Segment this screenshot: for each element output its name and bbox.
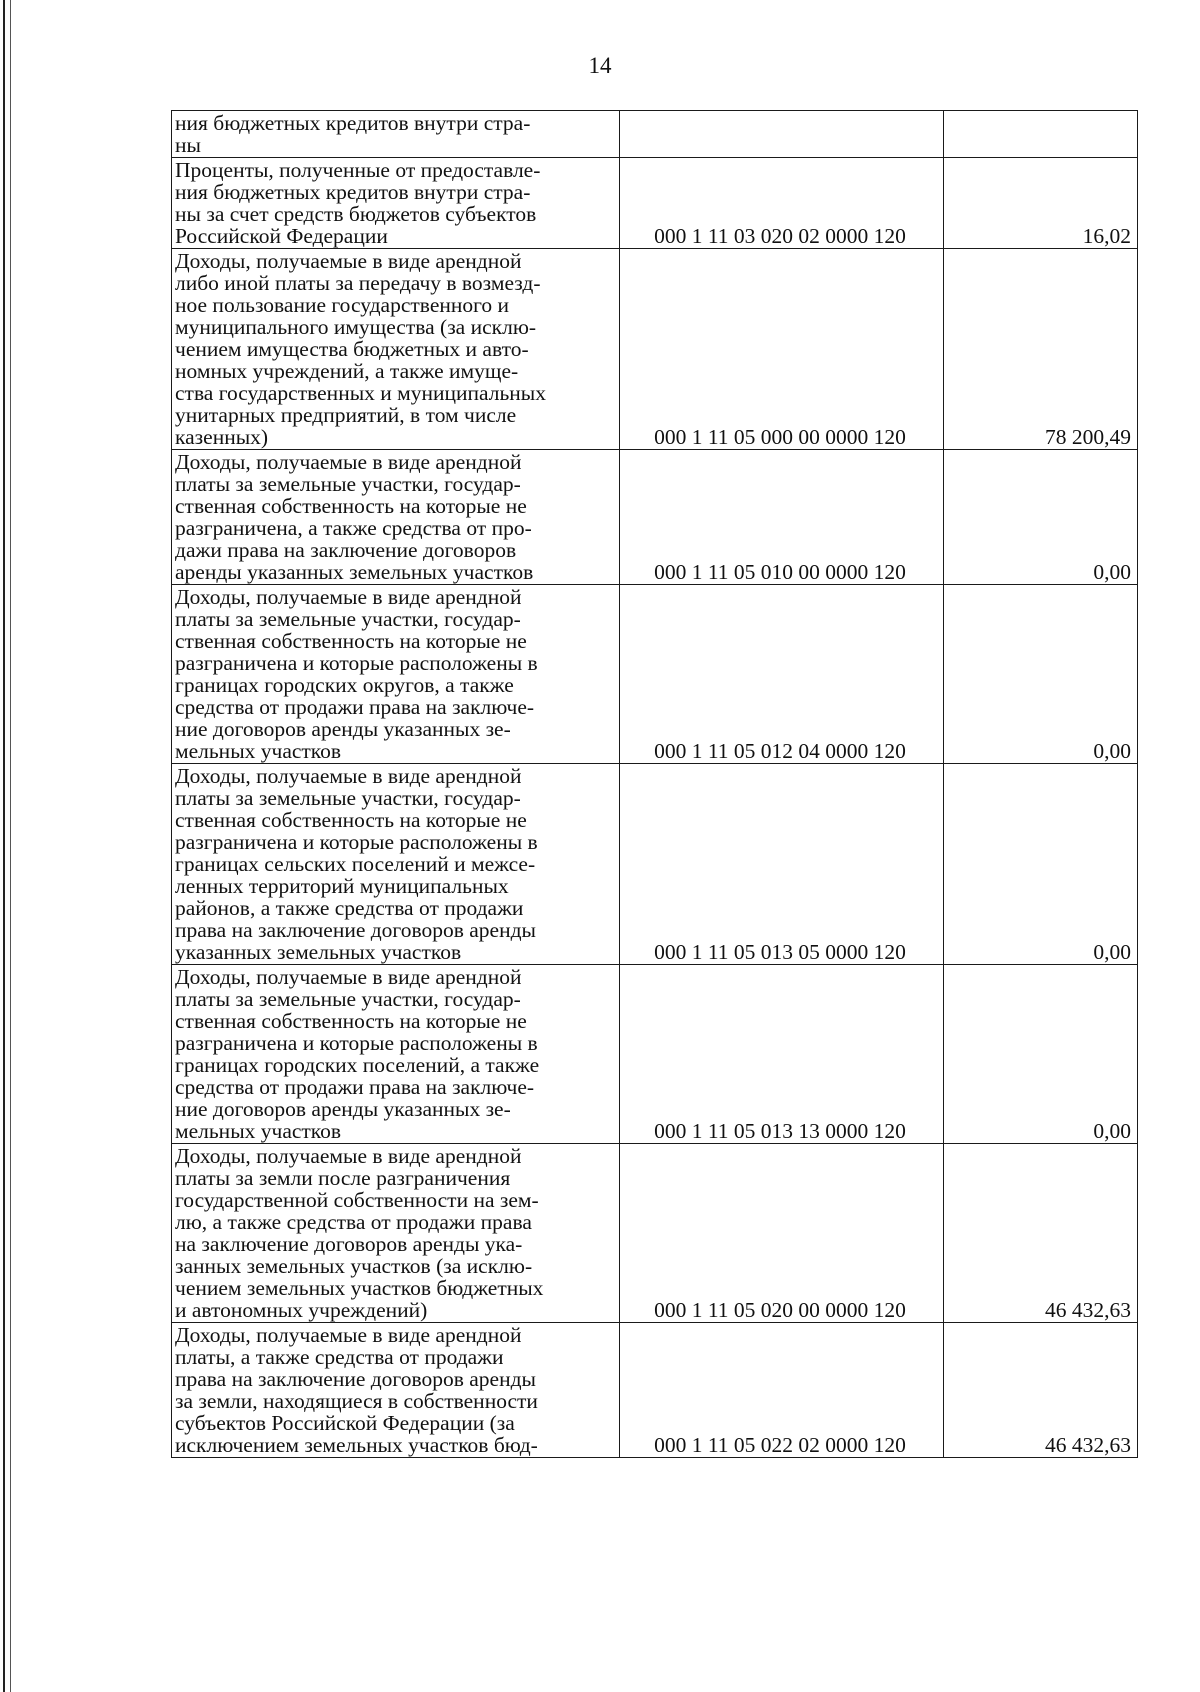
description-line: чением имущества бюджетных и авто- [175,337,529,361]
description-line: Проценты, полученные от предоставле- [175,158,541,182]
budget-code-cell [620,111,944,158]
description-line: платы за земельные участки, государ- [175,987,521,1011]
budget-code-cell: 000 1 11 05 012 04 0000 120 [620,585,944,764]
description-line: Доходы, получаемые в виде арендной [175,249,522,273]
revenue-description-cell [172,111,620,158]
description-line: платы за земельные участки, государ- [175,607,521,631]
description-line: чением земельных участков бюджетных [175,1276,544,1300]
description-line: либо иной платы за передачу в возмезд- [175,271,541,295]
description-line: субъектов Российской Федерации (за [175,1411,515,1435]
scan-edge-line [10,0,11,1692]
revenue-table [171,110,1138,1458]
description-line: платы за земельные участки, государ- [175,472,521,496]
description-line: занных земельных участков (за исклю- [175,1254,533,1278]
table-row [172,585,1138,764]
description-line: ственная собственность на которые не [175,1009,527,1033]
description-line: ства государственных и муниципальных [175,381,547,405]
amount-cell: 46 432,63 [944,1323,1138,1458]
page-number: 14 [588,53,612,78]
revenue-description-cell [172,249,620,450]
description-line: указанных земельных участков [175,940,462,964]
amount-cell: 46 432,63 [944,1144,1138,1323]
description-line: средства от продажи права на заключе- [175,695,535,719]
description-line: за земли, находящиеся в собственности [175,1389,538,1413]
table-row [172,111,1138,158]
revenue-description-cell [172,450,620,585]
amount-cell: 78 200,49 [944,249,1138,450]
revenue-description-cell [172,158,620,249]
description-line: мельных участков [175,1119,342,1143]
table-row [172,158,1138,249]
description-line: Доходы, получаемые в виде арендной [175,585,522,609]
description-line: средства от продажи права на заключе- [175,1075,535,1099]
budget-code-cell: 000 1 11 05 000 00 0000 120 [620,249,944,450]
revenue-description-cell [172,965,620,1144]
description-line: разграничена и которые расположены в [175,651,538,675]
table-row [172,249,1138,450]
description-line: лю, а также средства от продажи права [175,1210,532,1234]
revenue-table-body [172,111,1138,1458]
description-line: ние договоров аренды указанных зе- [175,1097,511,1121]
table-row [172,1323,1138,1458]
budget-code-cell: 000 1 11 05 013 05 0000 120 [620,764,944,965]
budget-code-cell: 000 1 11 05 020 00 0000 120 [620,1144,944,1323]
scan-edge-line [3,0,5,1692]
amount-cell [944,111,1138,158]
revenue-description-cell [172,1144,620,1323]
description-line: ственная собственность на которые не [175,629,527,653]
amount-cell: 0,00 [944,450,1138,585]
table-row [172,1144,1138,1323]
description-line: государственной собственности на зем- [175,1188,539,1212]
description-line: платы, а также средства от продажи [175,1345,504,1369]
description-line: унитарных предприятий, в том числе [175,403,517,427]
description-line: платы за земельные участки, государ- [175,786,521,810]
budget-code-cell: 000 1 11 05 010 00 0000 120 [620,450,944,585]
description-line: платы за земли после разграничения [175,1166,511,1190]
description-line: Доходы, получаемые в виде арендной [175,1323,522,1347]
description-line: ние договоров аренды указанных зе- [175,717,511,741]
description-line: исключением земельных участков бюд- [175,1433,538,1457]
description-line: муниципального имущества (за исклю- [175,315,537,339]
revenue-description-cell [172,1323,620,1458]
description-line: границах городских округов, а также [175,673,514,697]
table-row [172,764,1138,965]
description-line: права на заключение договоров аренды [175,1367,536,1391]
description-line: ния бюджетных кредитов внутри стра- [175,111,531,135]
description-line: ны [175,133,201,157]
revenue-description-cell [172,764,620,965]
description-line: права на заключение договоров аренды [175,918,536,942]
description-line: казенных) [175,425,269,449]
budget-code-cell: 000 1 11 05 013 13 0000 120 [620,965,944,1144]
description-line: ное пользование государственного и [175,293,510,317]
description-line: ния бюджетных кредитов внутри стра- [175,180,531,204]
amount-cell: 16,02 [944,158,1138,249]
description-line: ственная собственность на которые не [175,494,527,518]
description-line: Доходы, получаемые в виде арендной [175,965,522,989]
description-line: Доходы, получаемые в виде арендной [175,764,522,788]
description-line: разграничена, а также средства от про- [175,516,532,540]
description-line: Доходы, получаемые в виде арендной [175,1144,522,1168]
table-row [172,450,1138,585]
budget-code-cell: 000 1 11 05 022 02 0000 120 [620,1323,944,1458]
description-line: районов, а также средства от продажи [175,896,524,920]
table-row [172,965,1138,1144]
description-line: на заключение договоров аренды ука- [175,1232,523,1256]
description-line: ственная собственность на которые не [175,808,527,832]
description-line: границах городских поселений, а также [175,1053,540,1077]
amount-cell: 0,00 [944,965,1138,1144]
description-line: ны за счет средств бюджетов субъектов [175,202,537,226]
amount-cell: 0,00 [944,585,1138,764]
amount-cell: 0,00 [944,764,1138,965]
description-line: номных учреждений, а также имуще- [175,359,519,383]
revenue-description-cell [172,585,620,764]
description-line: разграничена и которые расположены в [175,830,538,854]
description-line: ленных территорий муниципальных [175,874,509,898]
description-line: Российской Федерации [175,224,388,248]
description-line: аренды указанных земельных участков [175,560,534,584]
description-line: мельных участков [175,739,342,763]
description-line: границах сельских поселений и межсе- [175,852,536,876]
description-line: и автономных учреждений) [175,1298,428,1322]
description-line: дажи права на заключение договоров [175,538,517,562]
budget-code-cell: 000 1 11 03 020 02 0000 120 [620,158,944,249]
description-line: Доходы, получаемые в виде арендной [175,450,522,474]
description-line: разграничена и которые расположены в [175,1031,538,1055]
